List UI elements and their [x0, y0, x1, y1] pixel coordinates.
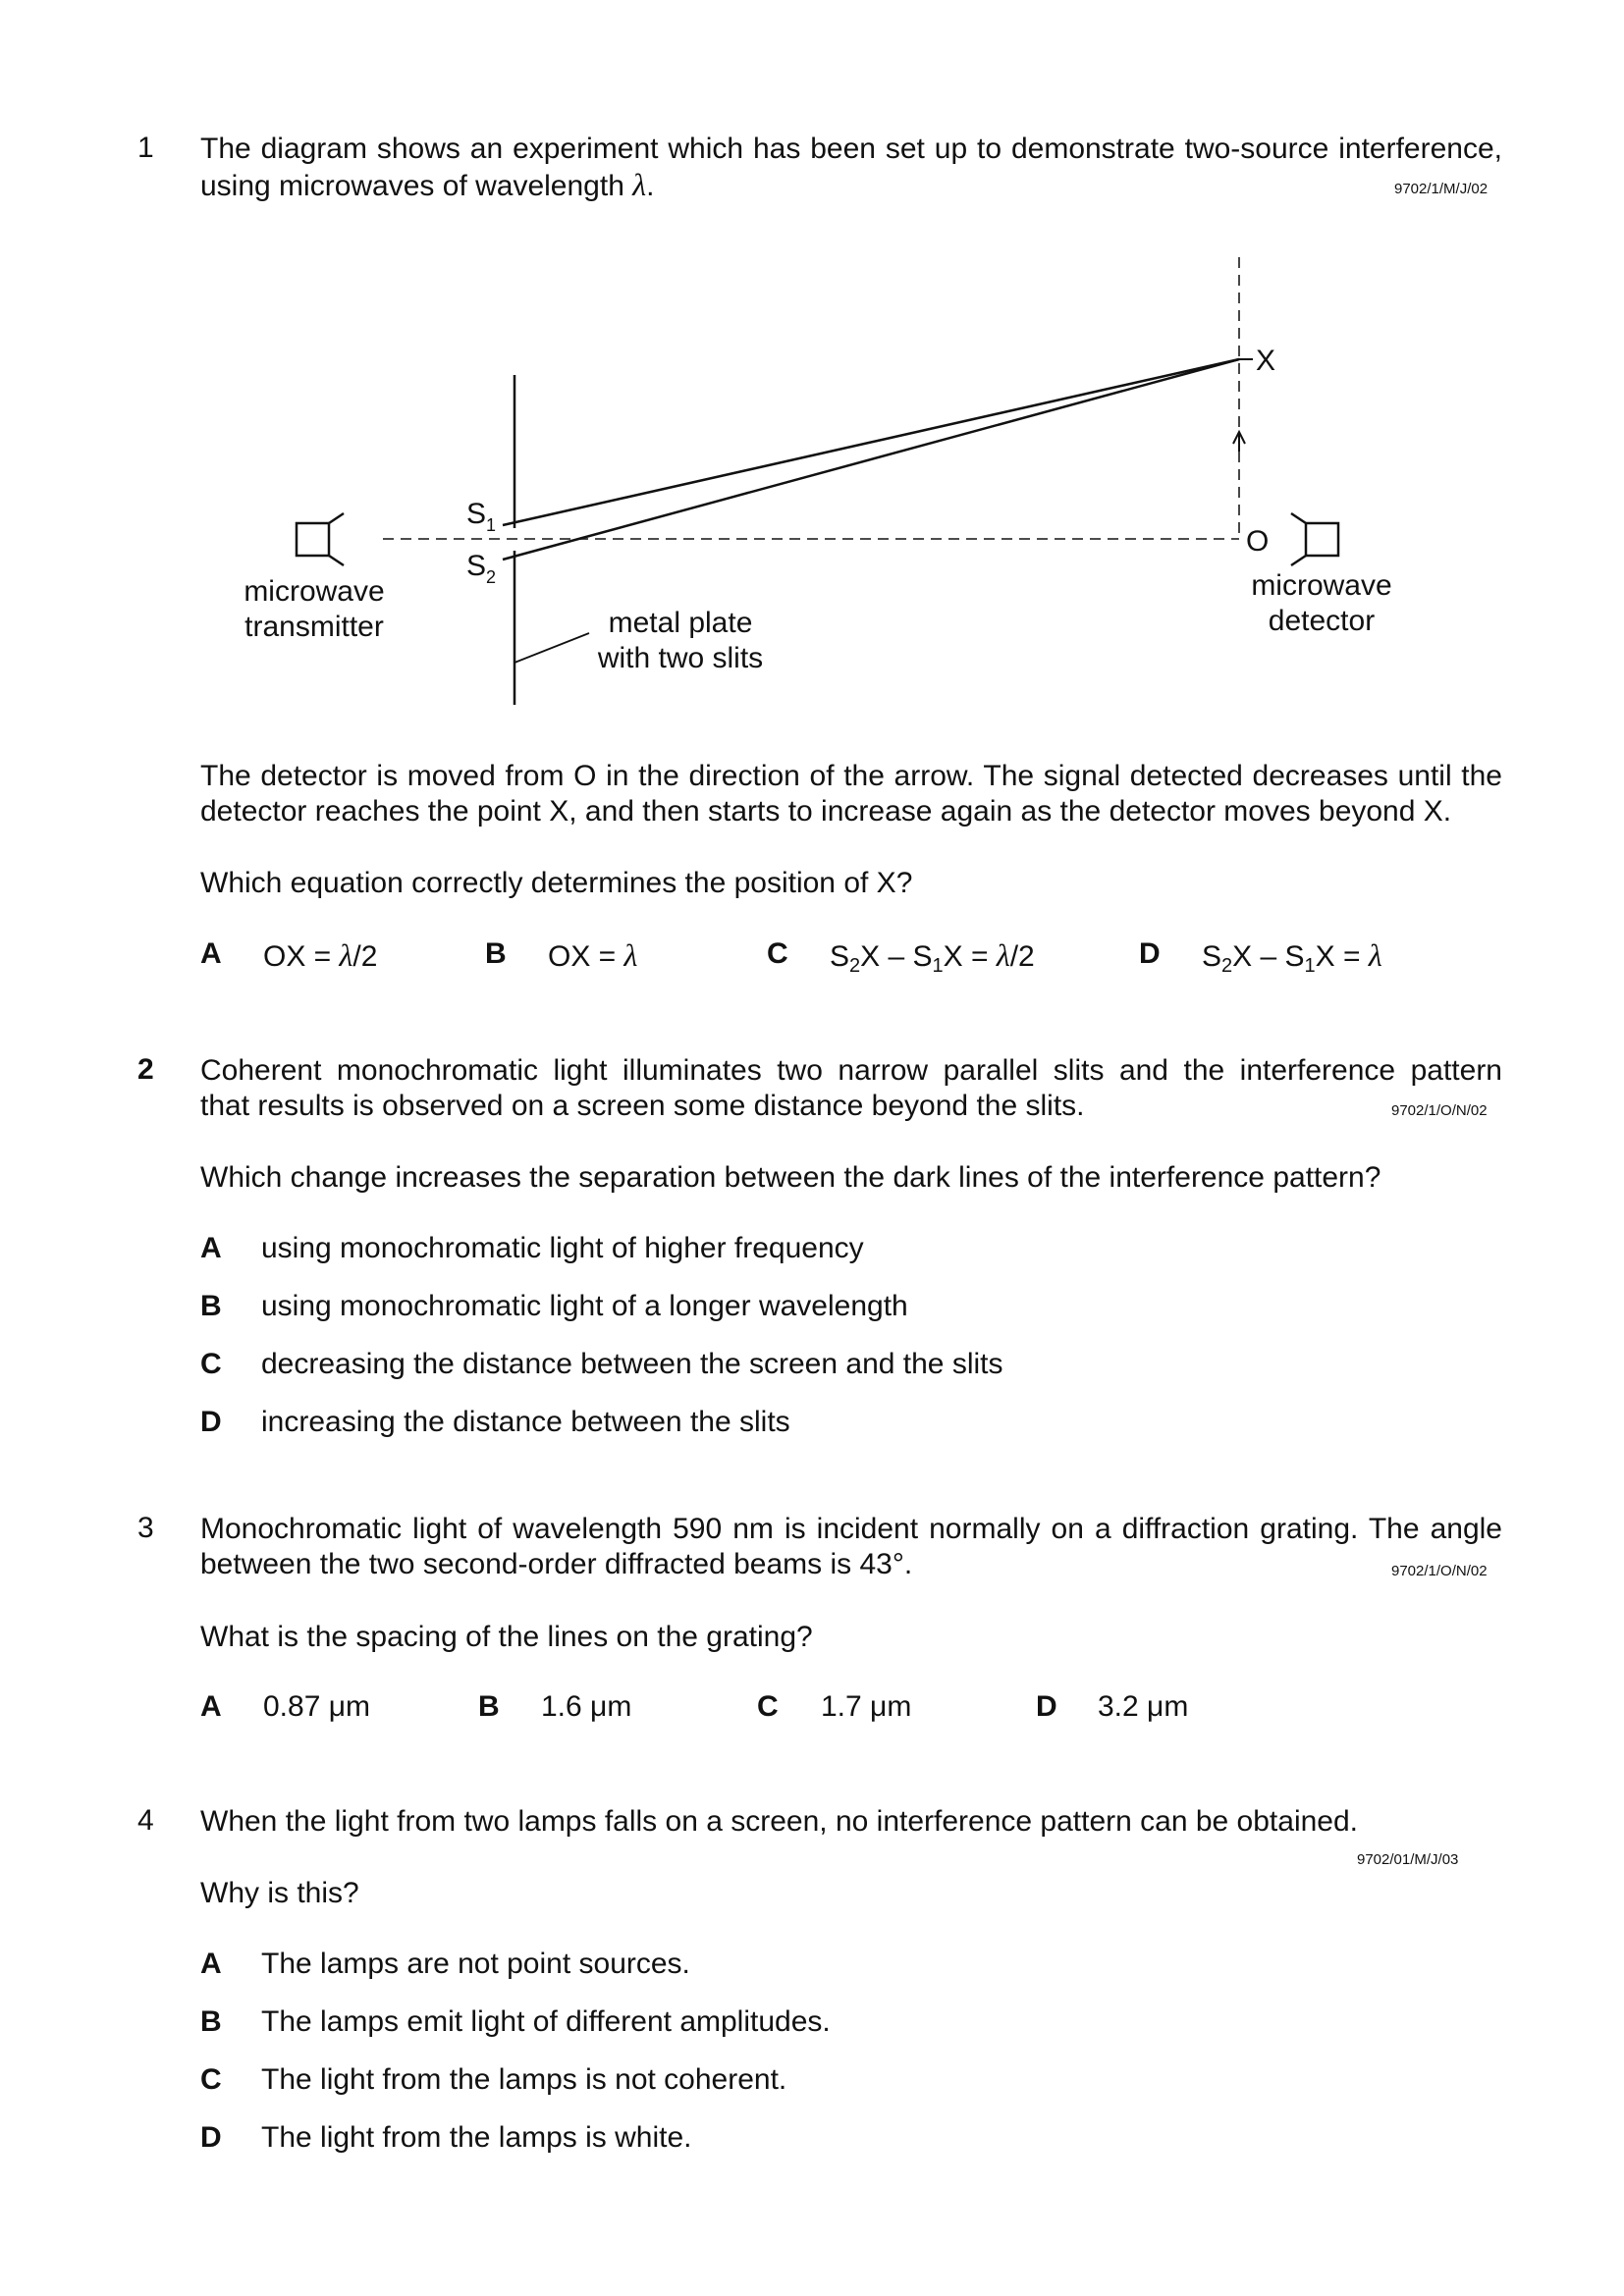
- paragraph-line: detector reaches the point X, and then starts to increase again as the detector moves beyond X.: [200, 795, 1452, 828]
- question-text-line: that results is observed on a screen some distance beyond the slits.: [200, 1090, 1085, 1122]
- answer-option-letter: D: [200, 1406, 222, 1438]
- question-number: 2: [137, 1053, 154, 1086]
- answer-option-letter: B: [478, 1690, 500, 1723]
- microwave-detector-icon: [1291, 513, 1338, 565]
- plate-label: with two slits: [597, 642, 764, 674]
- answer-option-text: 3.2 μm: [1098, 1690, 1189, 1723]
- plate-leader-line: [514, 633, 589, 663]
- question-text-line: between the two second-order diffracted beams is 43°.: [200, 1548, 913, 1580]
- answer-option-a-text: OX = λ/2: [263, 937, 378, 973]
- s1-label: $S_1$: [466, 498, 497, 535]
- detector-label: detector: [1268, 605, 1376, 637]
- question-number: 4: [137, 1804, 154, 1837]
- answer-option-letter: A: [200, 1232, 222, 1264]
- answer-option-letter: C: [757, 1690, 779, 1723]
- question-reference: 9702/1/O/N/02: [1391, 1102, 1488, 1119]
- s2-label: $S_2$: [466, 550, 497, 587]
- microwave-transmitter-icon: [297, 513, 344, 565]
- lambda-symbol: λ: [632, 167, 647, 202]
- answer-option-d-text: $S_2X - S_1X = \lambda$: [1202, 937, 1382, 977]
- answer-option-text: using monochromatic light of a longer wavelength: [261, 1290, 908, 1322]
- answer-option-text: The lamps are not point sources.: [261, 1948, 690, 1980]
- answer-option-letter: B: [200, 1290, 222, 1322]
- question-text-line: The diagram shows an experiment which has been set up to demonstrate two-source interference,: [200, 133, 1502, 165]
- answer-option-a: A: [200, 937, 222, 970]
- answer-option-letter: C: [200, 1348, 222, 1380]
- question-number: 3: [137, 1512, 154, 1544]
- answer-option-letter: D: [200, 2121, 222, 2154]
- answer-option-c-text: $S_2X - S_1X = \lambda/2$: [830, 937, 1035, 977]
- answer-option-d: D: [1139, 937, 1161, 970]
- answer-option-text: The light from the lamps is white.: [261, 2121, 692, 2154]
- question-prompt: Which equation correctly determines the position of X?: [200, 867, 913, 899]
- answer-option-c: C: [767, 937, 788, 970]
- interference-diagram: [0, 0, 1624, 746]
- question-reference: 9702/1/O/N/02: [1391, 1563, 1488, 1579]
- question-text-line: Coherent monochromatic light illuminates two narrow parallel slits and the interference pattern: [200, 1054, 1502, 1087]
- answer-option-text: The lamps emit light of different amplitudes.: [261, 2005, 831, 2038]
- plate-label: metal plate: [608, 607, 753, 639]
- answer-option-text: The light from the lamps is not coherent.: [261, 2063, 787, 2096]
- ray-from-s1: [503, 359, 1239, 525]
- transmitter-label: microwave: [244, 575, 385, 608]
- answer-option-letter: D: [1036, 1690, 1057, 1723]
- answer-option-text: 1.7 μm: [821, 1690, 912, 1723]
- answer-option-b: B: [485, 937, 507, 970]
- question-text-line: using microwaves of wavelength λ.: [200, 167, 655, 202]
- detector-label: microwave: [1251, 569, 1392, 602]
- question-prompt: Which change increases the separation between the dark lines of the interference pattern?: [200, 1161, 1381, 1194]
- question-reference: 9702/1/M/J/02: [1394, 181, 1489, 197]
- o-label: O: [1246, 525, 1270, 558]
- answer-option-text: 0.87 μm: [263, 1690, 370, 1723]
- question-text-line: When the light from two lamps falls on a screen, no interference pattern can be obtained.: [200, 1805, 1358, 1838]
- answer-option-text: decreasing the distance between the screen and the slits: [261, 1348, 1003, 1380]
- transmitter-label: transmitter: [244, 611, 384, 643]
- answer-option-text: 1.6 μm: [541, 1690, 632, 1723]
- answer-option-letter: B: [200, 2005, 222, 2038]
- direction-arrow-icon: [1233, 432, 1245, 452]
- question-reference: 9702/01/M/J/03: [1357, 1851, 1459, 1868]
- answer-option-text: using monochromatic light of higher frequency: [261, 1232, 864, 1264]
- question-prompt: What is the spacing of the lines on the grating?: [200, 1621, 813, 1653]
- answer-option-letter: C: [200, 2063, 222, 2096]
- paragraph-line: The detector is moved from O in the direction of the arrow. The signal detected decreases until the: [200, 760, 1502, 792]
- question-number: 1: [137, 132, 154, 164]
- answer-option-letter: A: [200, 1690, 222, 1723]
- question-text-line: Monochromatic light of wavelength 590 nm is incident normally on a diffraction grating. The angle: [200, 1513, 1502, 1545]
- answer-option-letter: A: [200, 1948, 222, 1980]
- x-label: X: [1256, 345, 1276, 377]
- ray-from-s2: [503, 359, 1239, 560]
- question-prompt: Why is this?: [200, 1877, 359, 1909]
- answer-option-b-text: OX = λ: [548, 937, 638, 973]
- answer-option-text: increasing the distance between the slits: [261, 1406, 790, 1438]
